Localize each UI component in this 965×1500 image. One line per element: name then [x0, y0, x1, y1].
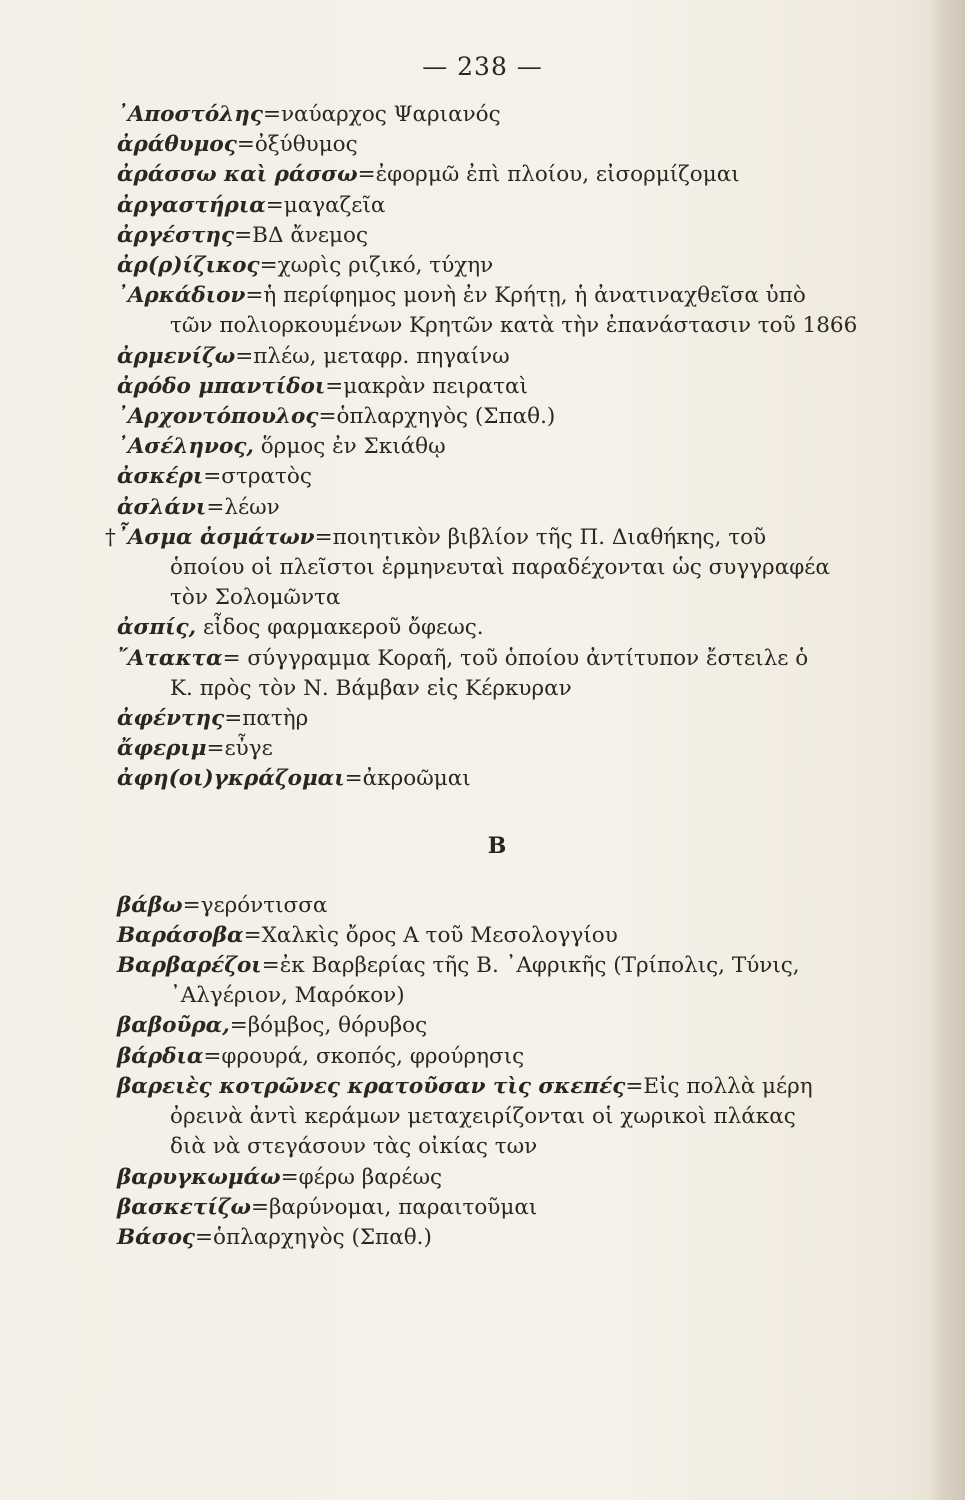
glossary-entry — [117, 704, 877, 734]
glossary-entry — [117, 100, 877, 130]
entry-term: ᾿Ασέληνος, — [117, 434, 254, 460]
entry-definition: =γερόντισσα — [182, 892, 328, 918]
entry-term: βαρειὲς κοτρῶνες κρατοῦσαν τὶς σκεπές — [117, 1073, 626, 1099]
entry-definition: =χωρὶς ριζικό, τύχην — [259, 253, 494, 279]
entry-continuation: ὀρεινὰ ἀντὶ κεράμων μεταχειρίζονται οἱ χωρικοὶ πλάκας — [170, 1104, 796, 1130]
entry-definition: =Εἰς πολλὰ μέρη — [625, 1073, 813, 1099]
entry-term: Βάσος — [117, 1224, 196, 1250]
glossary-entry — [117, 462, 877, 492]
entry-definition: =εὖγε — [206, 736, 273, 762]
entry-term: ἄφεριμ — [117, 736, 207, 762]
entry-definition: =ἀκροῶμαι — [344, 766, 471, 792]
page-number: — 238 — — [422, 52, 543, 81]
entry-term: ἀρμενίζω — [117, 343, 236, 369]
entry-term: ᾿Αρχοντόπουλος — [117, 404, 319, 430]
glossary-entry — [117, 921, 877, 951]
dagger-mark: † — [105, 524, 116, 550]
entry-continuation: τῶν πολιορκουμένων Κρητῶν κατὰ τὴν ἐπανάστασιν τοῦ 1866 — [170, 313, 858, 339]
entry-continuation: Κ. πρὸς τὸν Ν. Βάμβαν εἰς Κέρκυραν — [170, 675, 572, 701]
entry-term: βασκετίζω — [117, 1194, 251, 1220]
entry-definition: =πατὴρ — [224, 706, 309, 732]
entry-definition: =ναύαρχος Ψαριανός — [262, 102, 501, 127]
entry-definition: =ὀξύθυμος — [236, 132, 358, 158]
entry-definition: = σύγγραμμα Κοραῆ, τοῦ ὁποίου ἀντίτυπον ἔστειλε ὁ — [222, 645, 809, 671]
glossary-section-b — [117, 891, 877, 1253]
entry-term: βαρυγκωμάω — [117, 1164, 281, 1190]
entry-term: ῎Ατακτα — [117, 645, 223, 671]
entry-term: ἀσπίς, — [117, 615, 197, 641]
entry-continuation: ὁποίου οἱ πλεῖστοι ἑρμηνευταὶ παραδέχονται ὡς συγγραφέα — [170, 555, 830, 581]
glossary-entry — [117, 1163, 877, 1193]
entry-definition: =βόμβος, θόρυβος — [229, 1013, 428, 1039]
glossary-entry — [117, 191, 877, 221]
entry-term: Βαράσοβα — [117, 922, 244, 948]
entry-definition: =Χαλκὶς ὄρος Α τοῦ Μεσολογγίου — [243, 922, 618, 948]
entry-definition: =ποιητικὸν βιβλίον τῆς Π. Διαθήκης, τοῦ — [314, 524, 767, 550]
glossary-entry — [117, 130, 877, 160]
glossary-section-a — [105, 100, 877, 795]
entry-definition: =φρουρά, σκοπός, φρούρησις — [203, 1043, 525, 1069]
glossary-entry — [117, 342, 877, 372]
entry-term: ἀρόδο μπαντίδοι — [117, 373, 326, 399]
entry-term: ᾿Αρκάδιον — [117, 283, 246, 309]
entry-definition: =πλέω, μεταφρ. πηγαίνω — [235, 343, 510, 369]
entry-term: ἀργέστης — [117, 222, 235, 248]
entry-definition: =φέρω βαρέως — [280, 1164, 443, 1190]
glossary-entry — [117, 1072, 877, 1102]
glossary-entry — [117, 1042, 877, 1072]
glossary-entry — [117, 160, 877, 190]
entry-term: ᾿Αποστόλης — [117, 102, 263, 127]
entry-definition: =ἡ περίφημος μονὴ ἐν Κρήτῃ, ἡ ἀνατιναχθεῖσα ὑπὸ — [245, 283, 806, 309]
entry-continuation: ᾿Αλγέριον, Μαρόκον) — [170, 983, 405, 1009]
entry-term: Βαρβαρέζοι — [117, 953, 262, 979]
glossary-entry — [117, 432, 877, 462]
entry-definition: εἶδος φαρμακεροῦ ὄφεως. — [196, 615, 484, 641]
entry-term: ἀφη(οι)γκράζομαι — [117, 766, 345, 792]
entry-term: ἀφέντης — [117, 706, 225, 732]
entry-definition: =μαγαζεῖα — [265, 192, 386, 218]
glossary-entry — [117, 644, 877, 674]
glossary-entry — [117, 1193, 877, 1223]
entry-term: ἀσλάνι — [117, 494, 207, 520]
entry-term: βαβοῦρα, — [117, 1013, 230, 1039]
glossary-entry — [117, 613, 877, 643]
glossary-entry — [117, 372, 877, 402]
entry-definition: =λέων — [206, 494, 280, 520]
glossary-entry — [117, 221, 877, 251]
entry-definition: =ἐκ Βαρβερίας τῆς Β. ᾿Αφρικῆς (Τρίπολις, Τύνις, — [261, 953, 800, 979]
entry-definition: =ὁπλαρχηγὸς (Σπαθ.) — [318, 404, 556, 430]
entry-term: ἀράθυμος — [117, 132, 237, 158]
glossary-entry — [117, 1223, 877, 1253]
glossary-entry — [117, 402, 877, 432]
glossary-entry — [117, 764, 877, 794]
entry-definition: ὅρμος ἐν Σκιάθῳ — [253, 434, 446, 460]
entry-definition: =ἐφορμῶ ἐπὶ πλοίου, εἰσορμίζομαι — [357, 162, 740, 188]
entry-term: ἀργαστήρια — [117, 192, 266, 218]
glossary-entry — [117, 493, 877, 523]
entry-definition: =ΒΔ ἄνεμος — [234, 222, 369, 248]
glossary-content — [105, 100, 877, 1253]
entry-term: ἀρ(ρ)ίζικος — [117, 253, 260, 279]
entry-definition: =στρατὸς — [203, 464, 312, 490]
entry-term: ἀράσσω καὶ ράσσω — [117, 162, 358, 188]
glossary-entry — [117, 281, 877, 311]
entry-term: ἀσκέρι — [117, 464, 204, 490]
entry-term: ῏Ασμα ἀσμάτων — [117, 524, 315, 550]
entry-term: βάρδια — [117, 1043, 204, 1069]
glossary-entry — [117, 1011, 877, 1041]
page-edge — [931, 0, 965, 1500]
entry-definition: =ὁπλαρχηγὸς (Σπαθ.) — [195, 1224, 432, 1250]
entry-continuation: διὰ νὰ στεγάσουν τὰς οἰκίας των — [170, 1134, 538, 1160]
glossary-entry — [117, 734, 877, 764]
glossary-entry — [105, 523, 877, 553]
entry-term: βάβω — [117, 892, 183, 918]
glossary-entry — [117, 251, 877, 281]
glossary-entry — [117, 951, 877, 981]
section-heading-b: B — [487, 832, 507, 859]
entry-definition: =βαρύνομαι, παραιτοῦμαι — [250, 1194, 538, 1220]
entry-continuation: τὸν Σολομῶντα — [170, 585, 341, 611]
glossary-entry — [117, 891, 877, 921]
entry-definition: =μακρὰν πειραταὶ — [325, 373, 528, 399]
